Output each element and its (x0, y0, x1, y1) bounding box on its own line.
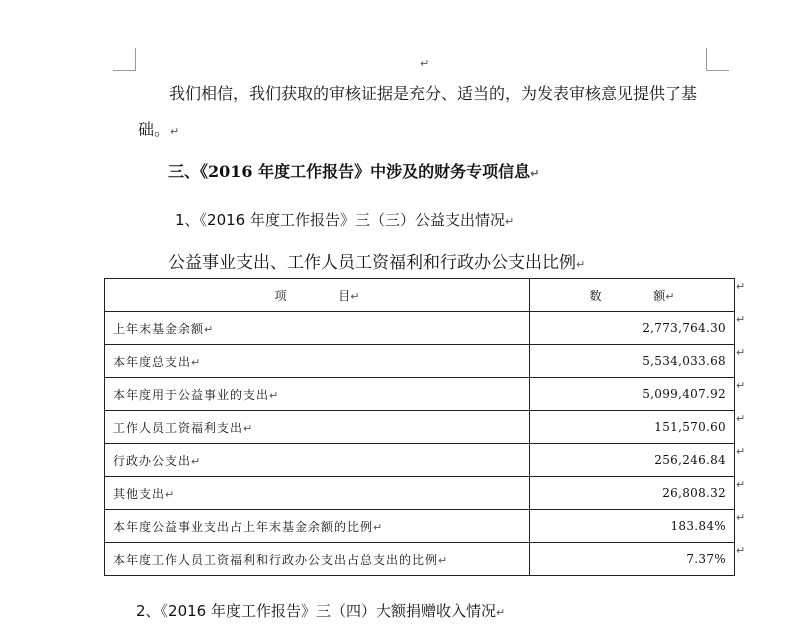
paragraph-text (169, 86, 697, 102)
table-cell-amount: 151,570.60 (530, 411, 735, 444)
section-heading-text: 三、《2016 年度工作报告》中涉及的财务专项信息 (168, 162, 531, 181)
table-cell-amount: 183.84% (530, 510, 735, 543)
paragraph-line-1: 我们相信，我们获取的审核证据是充分、适当的，为发表审核意见提供了基 (169, 84, 698, 103)
end-of-row-mark: ↵ (736, 313, 746, 326)
end-of-row-mark: ↵ (736, 478, 746, 491)
table-cell-amount: 2,773,764.30 (530, 312, 735, 345)
table-cell-item: 工作人员工资福利支出↵ (105, 411, 530, 444)
table-caption (168, 255, 585, 272)
section-heading (168, 164, 539, 180)
paragraph-mark: ↵ (420, 57, 430, 70)
paragraph-text-continued (138, 122, 179, 138)
table-row (105, 378, 735, 411)
table-header-row (105, 279, 735, 312)
table-header-item: 项 目↵ (105, 279, 530, 312)
paragraph-mark: ↵ (496, 606, 506, 619)
table-cell-amount: 7.37% (530, 543, 735, 576)
page-margin-corner-left (113, 48, 136, 71)
table-row (105, 411, 735, 444)
table-row (105, 543, 735, 576)
end-of-row-mark: ↵ (736, 379, 746, 392)
paragraph-mark: ↵ (505, 215, 515, 228)
table-caption-text: 公益事业支出、工作人员工资福利和行政办公支出比例 (168, 253, 576, 273)
subsection-heading-2 (136, 604, 505, 619)
end-of-row-mark: ↵ (736, 544, 746, 557)
table-row (105, 312, 735, 345)
table-cell-amount: 256,246.84 (530, 444, 735, 477)
table-row (105, 444, 735, 477)
page-margin-corner-right (706, 48, 729, 71)
table-row (105, 345, 735, 378)
table-cell-item: 本年度工作人员工资福利和行政办公支出占总支出的比例↵ (105, 543, 530, 576)
table-header-amount: 数 额↵ (530, 279, 735, 312)
table-cell-amount: 26,808.32 (530, 477, 735, 510)
table-cell-item: 行政办公支出↵ (105, 444, 530, 477)
table-row (105, 510, 735, 543)
table-cell-item: 本年度用于公益事业的支出↵ (105, 378, 530, 411)
paragraph-line-2: 础。 (138, 120, 171, 139)
end-of-row-mark: ↵ (736, 280, 746, 293)
table-cell-item: 其他支出↵ (105, 477, 530, 510)
paragraph-mark: ↵ (530, 167, 540, 180)
end-of-row-mark: ↵ (736, 412, 746, 425)
table-cell-amount: 5,099,407.92 (530, 378, 735, 411)
table-cell-item: 本年度总支出↵ (105, 345, 530, 378)
paragraph-mark: ↵ (170, 125, 180, 138)
end-of-row-mark: ↵ (736, 445, 746, 458)
table-row (105, 477, 735, 510)
end-of-row-mark: ↵ (736, 346, 746, 359)
expenditure-table (104, 278, 735, 576)
table-cell-item: 上年末基金余额↵ (105, 312, 530, 345)
subsection-heading-2-text: 2、《2016 年度工作报告》三（四）大额捐赠收入情况 (136, 602, 496, 620)
subsection-heading-1 (175, 213, 514, 228)
subsection-heading-1-text: 1、《2016 年度工作报告》三（三）公益支出情况 (175, 211, 505, 229)
end-of-row-mark: ↵ (736, 511, 746, 524)
paragraph-mark: ↵ (576, 258, 586, 271)
table-cell-amount: 5,534,033.68 (530, 345, 735, 378)
table-cell-item: 本年度公益事业支出占上年末基金余额的比例↵ (105, 510, 530, 543)
table-end-of-row-marks (736, 278, 744, 575)
